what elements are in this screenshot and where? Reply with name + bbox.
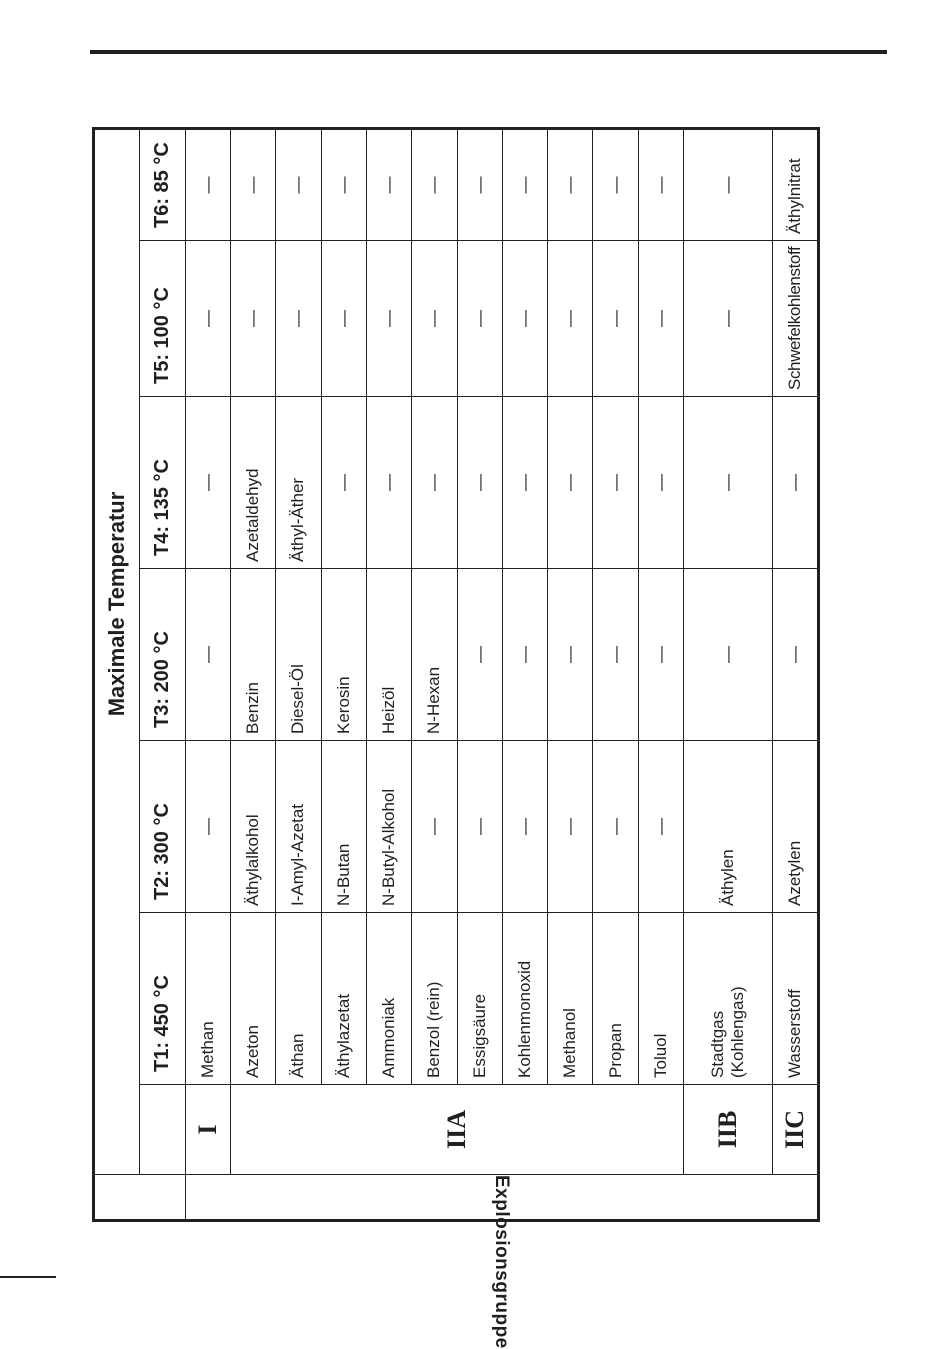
cell-t4: Azetaldehyd	[230, 397, 275, 569]
cell-t6: —	[412, 128, 457, 240]
top-rule	[90, 50, 887, 54]
cell-t1: Azeton	[230, 913, 275, 1085]
table-row	[502, 128, 547, 1220]
cell-t2: —	[638, 741, 683, 913]
table-row	[276, 128, 321, 1220]
explosion-group-table-rotated	[92, 130, 820, 1349]
table-row	[772, 128, 818, 1220]
cell-t1: Stadtgas (Kohlengas)	[684, 913, 773, 1085]
cell-t3: —	[772, 569, 818, 741]
column-header-t6: T6: 85 °C	[140, 128, 185, 240]
cell-t1: Toluol	[638, 913, 683, 1085]
table-title-cell	[94, 128, 140, 1174]
cell-t2: N-Butyl-Alkohol	[366, 741, 411, 913]
cell-t3: Heizöl	[366, 569, 411, 741]
column-header-t3: T3: 200 °C	[140, 569, 185, 741]
cell-t6: —	[502, 128, 547, 240]
cell-t2: —	[593, 741, 638, 913]
cell-t3: Kerosin	[321, 569, 366, 741]
cell-t2: N-Butan	[321, 741, 366, 913]
table-row	[684, 128, 773, 1220]
cell-t5: —	[412, 241, 457, 397]
cell-t4: —	[321, 397, 366, 569]
cell-t3: Diesel-Öl	[276, 569, 321, 741]
header-row-columns	[140, 128, 185, 1220]
column-header-t4: T4: 135 °C	[140, 397, 185, 569]
group-label-iib: IIB	[684, 1085, 773, 1175]
table-title: Maximale Temperatur	[104, 491, 130, 717]
table-row	[457, 128, 502, 1220]
column-header-t1: T1: 450 °C	[140, 913, 185, 1085]
cell-t3: —	[638, 569, 683, 741]
cell-t2: —	[502, 741, 547, 913]
explosion-group-table	[92, 127, 820, 1349]
cell-t2: —	[412, 741, 457, 913]
cell-t4: —	[548, 397, 593, 569]
cell-t4: —	[593, 397, 638, 569]
table-row	[412, 128, 457, 1220]
cell-t4: —	[412, 397, 457, 569]
header-corner	[94, 1175, 186, 1221]
cell-t2: Äthylalkohol	[230, 741, 275, 913]
cell-t2: Äthylen	[684, 741, 773, 913]
table-row	[321, 128, 366, 1220]
cell-t5: —	[185, 241, 230, 397]
table-row	[638, 128, 683, 1220]
cell-t5: —	[366, 241, 411, 397]
cell-t1: Wasserstoff	[772, 913, 818, 1085]
cell-t6: —	[321, 128, 366, 240]
cell-t1: Äthylazetat	[321, 913, 366, 1085]
cell-t4: —	[457, 397, 502, 569]
y-axis-label-cell	[185, 1175, 818, 1349]
cell-t3: —	[548, 569, 593, 741]
cell-t5: —	[684, 241, 773, 397]
cell-t6: —	[457, 128, 502, 240]
cell-t1: Methanol	[548, 913, 593, 1085]
cell-t6: —	[185, 128, 230, 240]
cell-t1: Kohlenmonoxid	[502, 913, 547, 1085]
cell-t5: —	[593, 241, 638, 397]
group-label-iia: IIA	[230, 1085, 683, 1175]
table-row	[230, 128, 275, 1220]
group-label-iic: IIC	[772, 1085, 818, 1175]
column-header-t2: T2: 300 °C	[140, 741, 185, 913]
cell-t4: —	[684, 397, 773, 569]
cell-t4: —	[366, 397, 411, 569]
cell-t1: Methan	[185, 913, 230, 1085]
cell-t1: Ammoniak	[366, 913, 411, 1085]
cell-t3: Benzin	[230, 569, 275, 741]
cell-t4: —	[772, 397, 818, 569]
group-header-blank	[140, 1085, 185, 1175]
cell-t6: —	[548, 128, 593, 240]
cell-t5: —	[457, 241, 502, 397]
cell-t1: Benzol (rein)	[412, 913, 457, 1085]
cell-t5: —	[548, 241, 593, 397]
cell-t6: Äthylnitrat	[772, 128, 818, 240]
cell-t6: —	[593, 128, 638, 240]
bottom-rule	[0, 1276, 56, 1278]
cell-t6: —	[684, 128, 773, 240]
cell-t6: —	[366, 128, 411, 240]
cell-t3: N-Hexan	[412, 569, 457, 741]
cell-t5: —	[638, 241, 683, 397]
table-row	[185, 128, 230, 1220]
cell-t4: Äthyl-Äther	[276, 397, 321, 569]
cell-t5: —	[230, 241, 275, 397]
explosion-group-table-wrapper	[92, 130, 820, 1349]
cell-t3: —	[457, 569, 502, 741]
cell-t5: Schwefelkohlenstoff	[772, 241, 818, 397]
cell-t2: —	[457, 741, 502, 913]
cell-t2: I-Amyl-Azetat	[276, 741, 321, 913]
cell-t2: —	[548, 741, 593, 913]
cell-t6: —	[230, 128, 275, 240]
cell-t2: —	[185, 741, 230, 913]
cell-t1: Äthan	[276, 913, 321, 1085]
cell-t3: —	[502, 569, 547, 741]
column-header-t5: T5: 100 °C	[140, 241, 185, 397]
cell-t4: —	[185, 397, 230, 569]
y-axis-label: Explosionsgruppe	[491, 1175, 513, 1349]
table-row	[366, 128, 411, 1220]
table-row	[548, 128, 593, 1220]
cell-t4: —	[638, 397, 683, 569]
header-row-title	[94, 128, 140, 1220]
cell-t5: —	[276, 241, 321, 397]
group-label-i: I	[185, 1085, 230, 1175]
table-row	[593, 128, 638, 1220]
cell-t5: —	[321, 241, 366, 397]
cell-t5: —	[502, 241, 547, 397]
cell-t6: —	[638, 128, 683, 240]
cell-t3: —	[185, 569, 230, 741]
cell-t3: —	[684, 569, 773, 741]
cell-t1: Essigsäure	[457, 913, 502, 1085]
cell-t4: —	[502, 397, 547, 569]
cell-t1: Propan	[593, 913, 638, 1085]
cell-t2: Azetylen	[772, 741, 818, 913]
cell-t6: —	[276, 128, 321, 240]
cell-t3: —	[593, 569, 638, 741]
